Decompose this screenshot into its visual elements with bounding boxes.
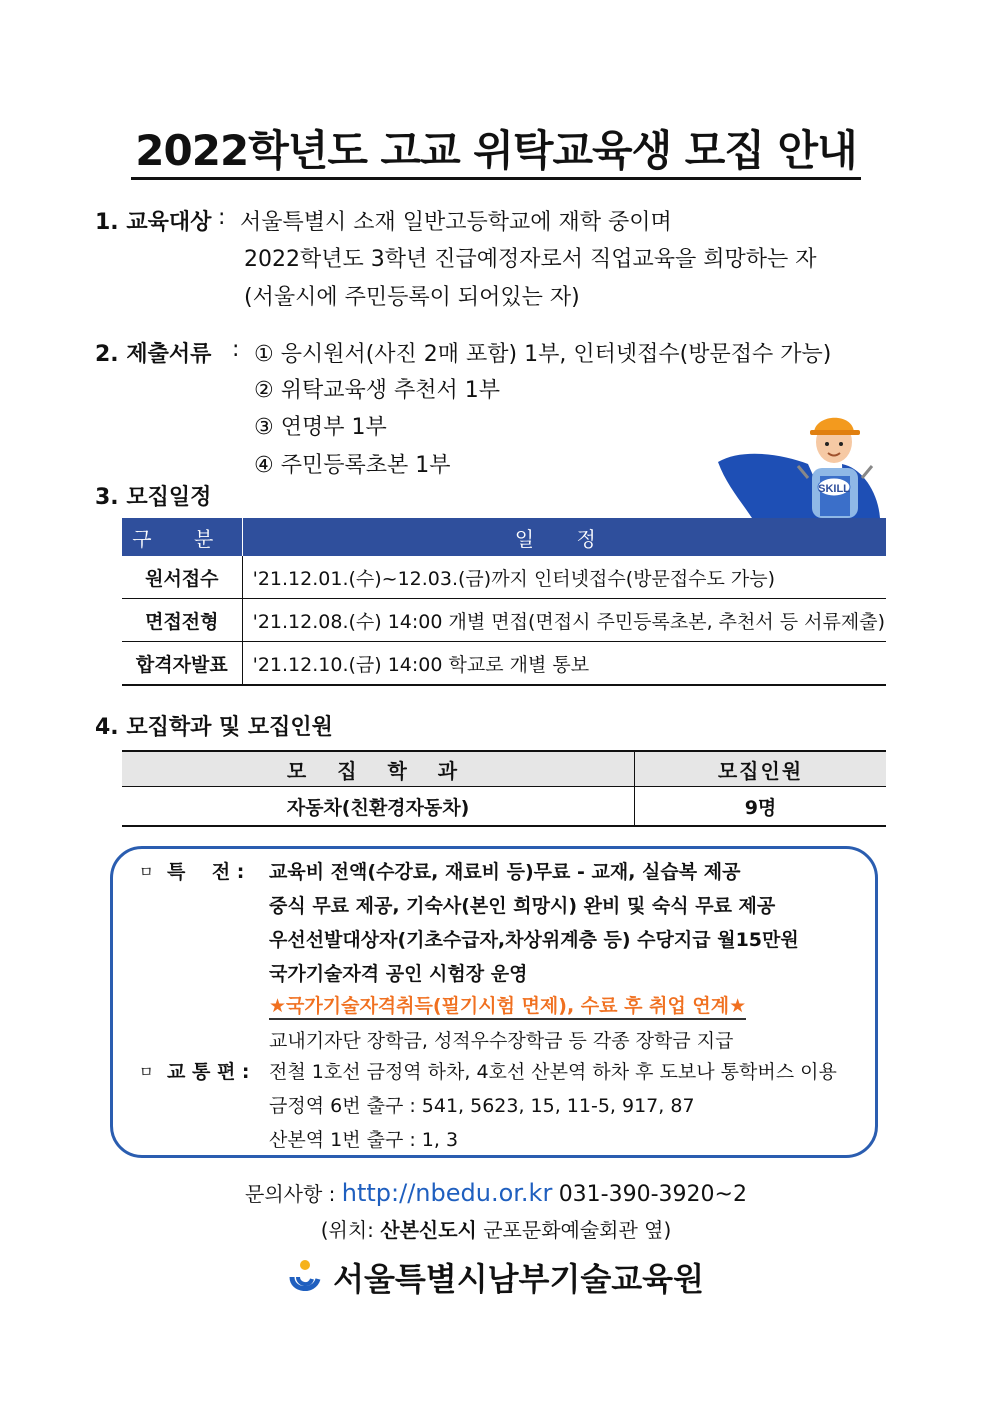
- benefits-line: 우선선발대상자(기초수급자,차상위계층 등) 수당지급 월15만원: [269, 929, 799, 951]
- schedule-label: 면접전형: [122, 599, 242, 642]
- schedule-value: '21.12.08.(수) 14:00 개별 면접(면접시 주민등록초본, 추천서 등 서류제출): [242, 599, 886, 642]
- table-row: [122, 556, 886, 599]
- section2-item: ④ 주민등록초본 1부: [254, 453, 451, 478]
- organization-name: 서울특별시남부기술교육원: [333, 1260, 705, 1298]
- benefits-line: 교육비 전액(수강료, 재료비 등)무료 - 교재, 실습복 제공: [269, 861, 741, 883]
- benefits-highlight: ★국가기술자격취득(필기시험 면제), 수료 후 취업 연계★: [269, 991, 746, 1020]
- benefits-box: [110, 846, 878, 1158]
- transport-line: 전철 1호선 금정역 하차, 4호선 산본역 하차 후 도보나 통학버스 이용: [269, 1061, 837, 1083]
- section2-heading: 2. 제출서류: [95, 342, 212, 367]
- benefits-line: 국가기술자격 공인 시험장 운영: [269, 963, 528, 985]
- website-link[interactable]: http://nbedu.or.kr: [341, 1179, 553, 1207]
- department-header: 모집인원: [635, 751, 887, 787]
- department-name: 자동차(친환경자동차): [122, 787, 635, 827]
- table-row: [122, 599, 886, 642]
- contact-line: [0, 1178, 992, 1207]
- bullet-icon: ㅁ: [139, 863, 154, 881]
- mascot-badge-text: SKILL: [818, 483, 850, 495]
- location-line: (위치: 산본신도시 군포문화예술회관 옆): [320, 1218, 672, 1242]
- transport-label: 교 통 편 :: [167, 1061, 250, 1083]
- transport-line: 산본역 1번 출구 : 1, 3: [269, 1129, 459, 1151]
- section1-colon: :: [218, 205, 226, 230]
- table-row: [122, 642, 886, 686]
- schedule-header: 구 분: [122, 518, 242, 556]
- worker-mascot-illustration: [712, 404, 888, 520]
- section3-heading: 3. 모집일정: [95, 485, 212, 510]
- org-logo-icon: [288, 1257, 322, 1297]
- benefits-line: 교내기자단 장학금, 성적우수장학금 등 각종 장학금 지급: [269, 1030, 734, 1052]
- section1-line: 서울특별시 소재 일반고등학교에 재학 중이며: [240, 210, 672, 235]
- section1-line: 2022학년도 3학년 진급예정자로서 직업교육을 희망하는 자: [244, 247, 817, 272]
- section4-heading: 4. 모집학과 및 모집인원: [95, 715, 333, 740]
- schedule-label: 합격자발표: [122, 642, 242, 686]
- section1-heading: 1. 교육대상: [95, 210, 212, 235]
- section2-item: ① 응시원서(사진 2매 포함) 1부, 인터넷접수(방문접수 가능): [254, 342, 832, 367]
- benefits-line: 중식 무료 제공, 기숙사(본인 희망시) 완비 및 숙식 무료 제공: [269, 895, 776, 917]
- section2-colon: :: [232, 337, 240, 362]
- schedule-label: 원서접수: [122, 556, 242, 599]
- bullet-icon: ㅁ: [139, 1063, 154, 1081]
- section2-item: ③ 연명부 1부: [254, 415, 387, 440]
- schedule-value: '21.12.10.(금) 14:00 학교로 개별 통보: [242, 642, 886, 686]
- transport-line: 금정역 6번 출구 : 541, 5623, 15, 11-5, 917, 87: [269, 1095, 695, 1117]
- schedule-value: '21.12.01.(수)~12.03.(금)까지 인터넷접수(방문접수도 가능): [242, 556, 886, 599]
- phone-number: 031-390-3920~2: [558, 1182, 747, 1207]
- organization-footer: [0, 1254, 992, 1300]
- section1-line: (서울시에 주민등록이 되어있는 자): [244, 285, 580, 310]
- location-bold: 산본신도시: [380, 1218, 477, 1242]
- table-row: [122, 787, 886, 827]
- department-count: 9명: [635, 787, 887, 827]
- contact-label: 문의사항 :: [245, 1182, 336, 1206]
- benefits-label: 특 전 :: [167, 861, 245, 883]
- department-table: [122, 750, 886, 827]
- schedule-table: [122, 518, 886, 686]
- page-title: 2022학년도 고교 위탁교육생 모집 안내: [0, 118, 992, 178]
- schedule-header: 일 정: [242, 518, 886, 556]
- department-header: 모 집 학 과: [122, 751, 635, 787]
- section2-item: ② 위탁교육생 추천서 1부: [254, 378, 500, 403]
